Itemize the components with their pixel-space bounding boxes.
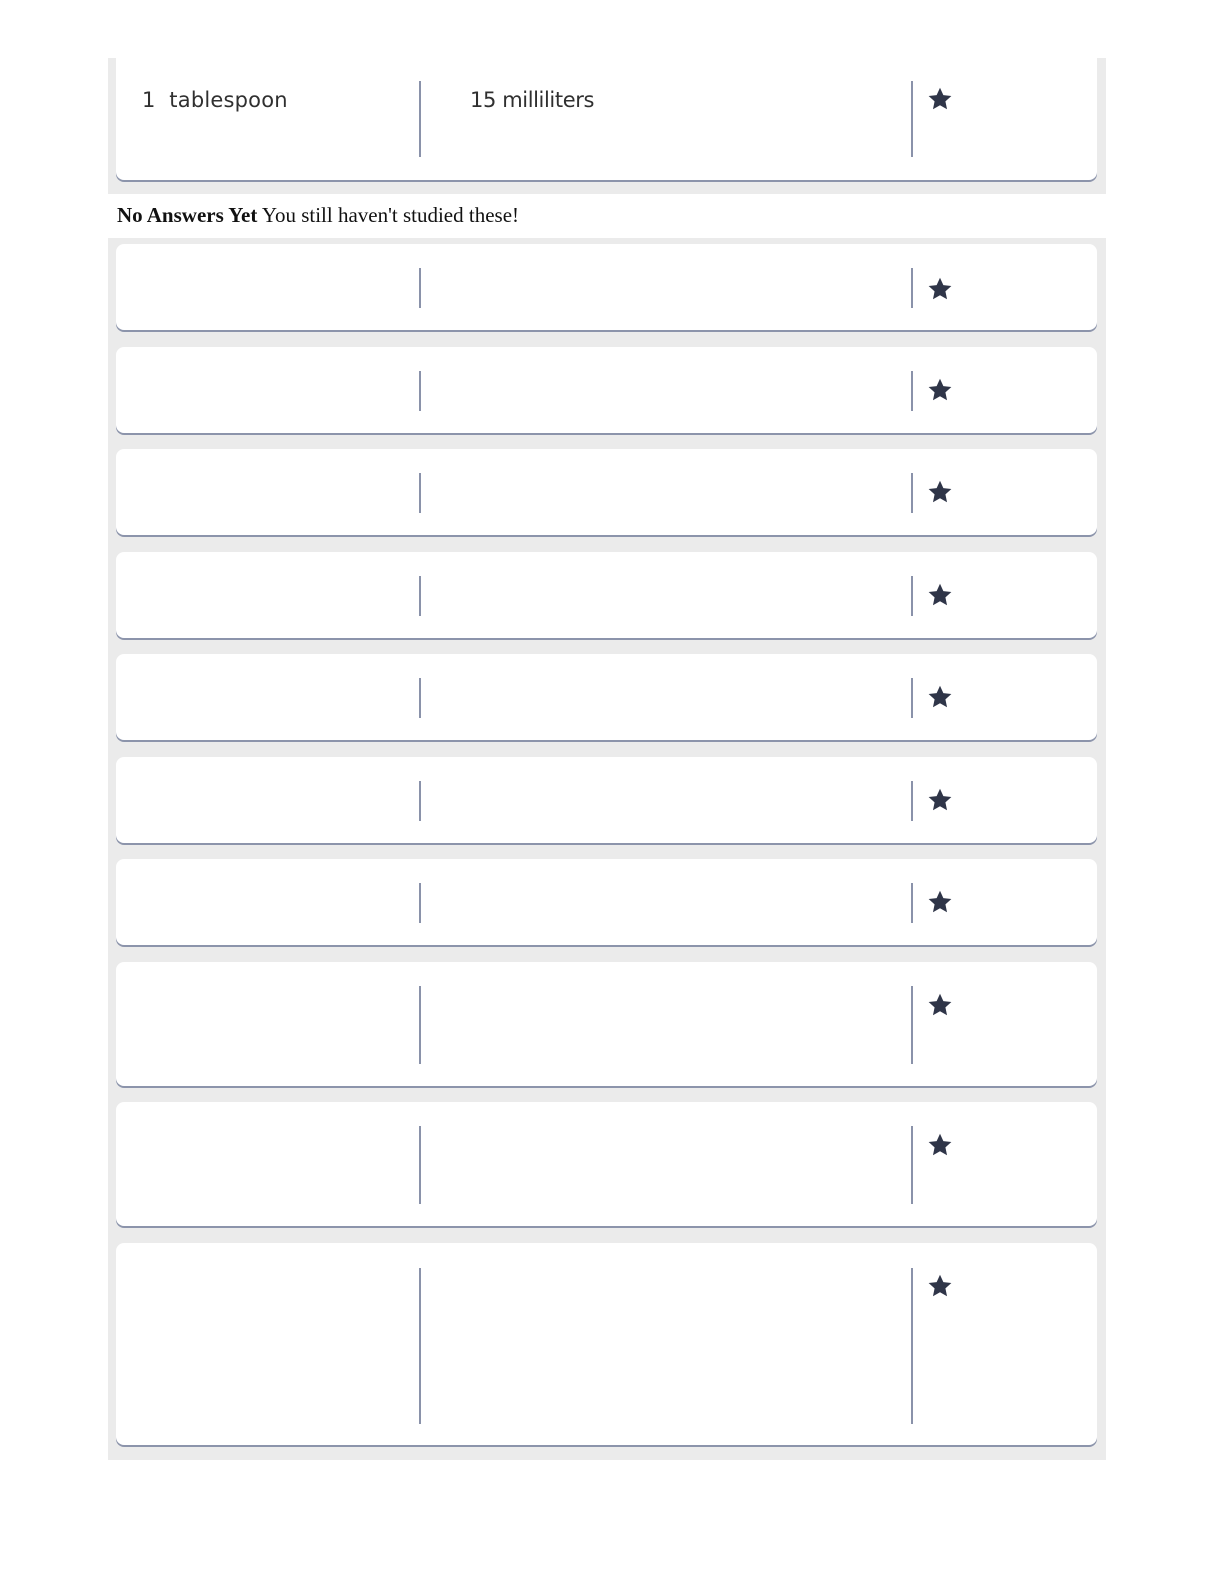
star-icon[interactable]	[927, 1273, 953, 1299]
column-divider	[419, 883, 421, 923]
star-icon[interactable]	[927, 276, 953, 302]
section-heading-bold: No Answers Yet	[117, 203, 258, 227]
star-icon[interactable]	[927, 479, 953, 505]
section-heading	[117, 203, 519, 228]
flashcard-row	[116, 962, 1097, 1086]
card-term: 1 tablespoon	[142, 88, 288, 112]
column-divider	[419, 986, 421, 1064]
column-divider	[911, 371, 913, 411]
column-divider	[419, 1268, 421, 1424]
star-icon[interactable]	[927, 1132, 953, 1158]
section-subtext: You still haven't studied these!	[261, 203, 520, 227]
column-divider	[911, 268, 913, 308]
flashcard-row	[116, 347, 1097, 433]
column-divider	[419, 81, 421, 157]
column-divider	[911, 1126, 913, 1204]
flashcard-row	[116, 654, 1097, 740]
column-divider	[911, 576, 913, 616]
flashcard-row	[116, 1243, 1097, 1445]
column-divider	[419, 781, 421, 821]
flashcard-row	[116, 859, 1097, 945]
flashcard-row	[116, 1102, 1097, 1226]
column-divider	[911, 1268, 913, 1424]
star-icon[interactable]	[927, 377, 953, 403]
column-divider	[419, 371, 421, 411]
column-divider	[911, 473, 913, 513]
flashcard-row	[116, 244, 1097, 330]
column-divider	[911, 81, 913, 157]
flashcard-row	[116, 552, 1097, 638]
star-icon[interactable]	[927, 992, 953, 1018]
star-icon[interactable]	[927, 889, 953, 915]
column-divider	[419, 268, 421, 308]
column-divider	[419, 576, 421, 616]
column-divider	[419, 678, 421, 718]
column-divider	[419, 1126, 421, 1204]
star-icon[interactable]	[927, 86, 953, 112]
column-divider	[911, 883, 913, 923]
flashcard-row	[116, 757, 1097, 843]
star-icon[interactable]	[927, 582, 953, 608]
star-icon[interactable]	[927, 684, 953, 710]
flashcard-row	[116, 58, 1097, 180]
column-divider	[419, 473, 421, 513]
card-definition: 15 milliliters	[470, 88, 594, 112]
flashcard-row	[116, 449, 1097, 535]
star-icon[interactable]	[927, 787, 953, 813]
column-divider	[911, 781, 913, 821]
column-divider	[911, 678, 913, 718]
column-divider	[911, 986, 913, 1064]
